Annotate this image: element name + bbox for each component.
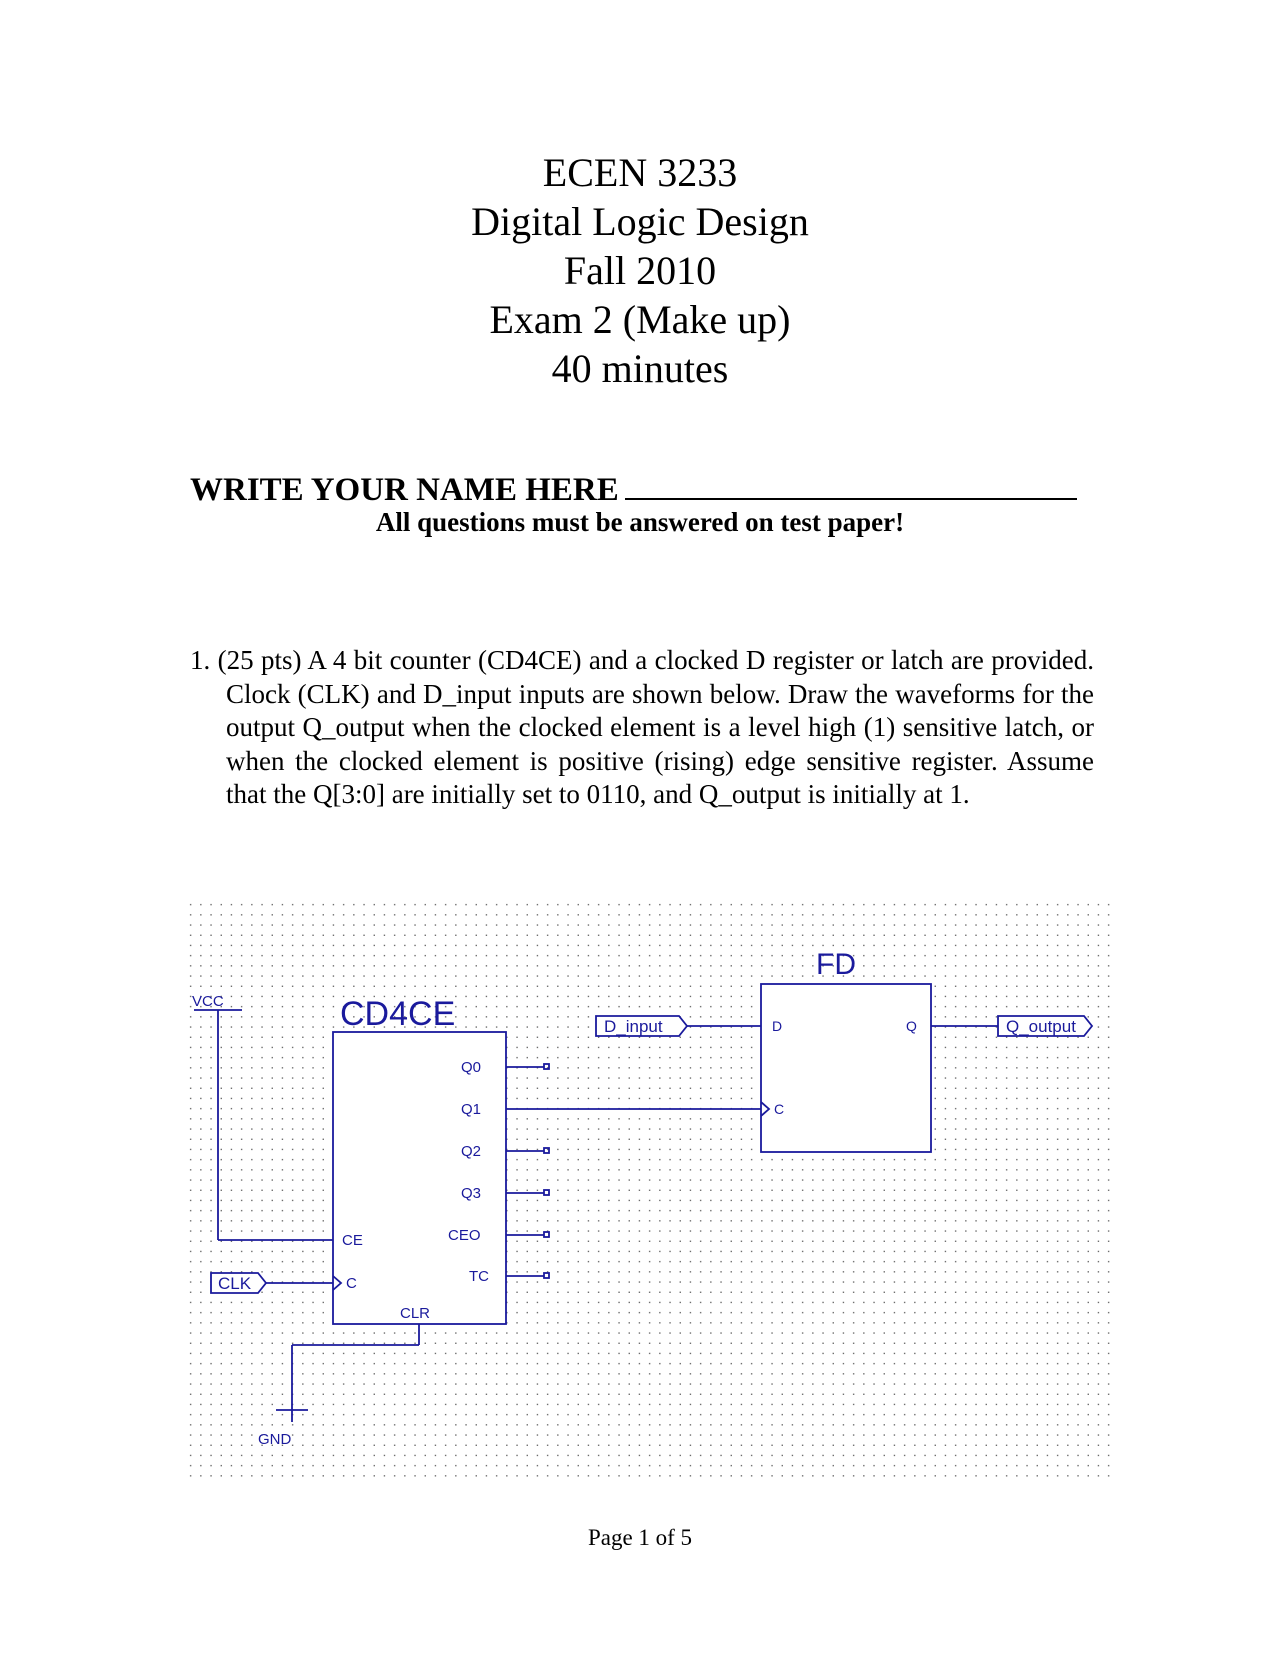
name-prompt: WRITE YOUR NAME HERE (190, 472, 619, 508)
name-prompt-line (190, 470, 1077, 509)
question-text: (25 pts) A 4 bit counter (CD4CE) and a clocked D register or latch are provided. Clock (CLK) and D_input inputs are shown below. Draw the waveforms for the output Q_output when the clocked element is a level high (1) sensitive latch, or when the clocked element is positive (rising) edge sensitive register. Assume that the Q[3:0] are initially set to 0110, and Q_output is initially at 1. (217, 645, 1094, 809)
course-code: ECEN 3233 (542, 150, 738, 195)
counter-pin-tc: TC (469, 1268, 489, 1285)
flipflop-pin-c: C (774, 1101, 785, 1117)
term: Fall 2010 (563, 248, 717, 293)
question-1 (190, 644, 1094, 812)
counter-pin-c: C (346, 1275, 357, 1292)
flipflop-box (761, 984, 931, 1152)
course-name: Digital Logic Design (471, 199, 809, 244)
counter-pin-q3: Q3 (461, 1185, 482, 1202)
question-number: 1. (190, 645, 211, 675)
exam-name: Exam 2 (Make up) (489, 297, 791, 342)
counter-pin-q1: Q1 (461, 1101, 482, 1118)
vcc-label: VCC (192, 993, 224, 1010)
circuit-schematic (186, 900, 1116, 1500)
counter-name: CD4CE (340, 995, 456, 1033)
gnd-label: GND (258, 1431, 292, 1448)
counter-pin-clr: CLR (400, 1305, 431, 1322)
q-output-label: Q_output (1006, 1017, 1076, 1036)
d-input-label: D_input (604, 1017, 663, 1036)
counter-pin-q2: Q2 (461, 1143, 482, 1160)
counter-pin-ceo: CEO (448, 1227, 481, 1244)
flipflop-pin-d: D (772, 1018, 783, 1034)
counter-pin-ce: CE (342, 1232, 363, 1249)
exam-duration: 40 minutes (551, 346, 729, 391)
counter-pin-q0: Q0 (461, 1059, 482, 1076)
name-blank[interactable] (625, 470, 1077, 500)
clk-port-label: CLK (218, 1274, 252, 1293)
grid-background (186, 900, 1116, 1480)
exam-title-block (0, 148, 1280, 393)
page-number: Page 1 of 5 (587, 1525, 693, 1550)
flipflop-name: FD (816, 948, 856, 981)
flipflop-pin-q: Q (906, 1018, 917, 1034)
answer-notice: All questions must be answered on test paper! (375, 507, 905, 537)
